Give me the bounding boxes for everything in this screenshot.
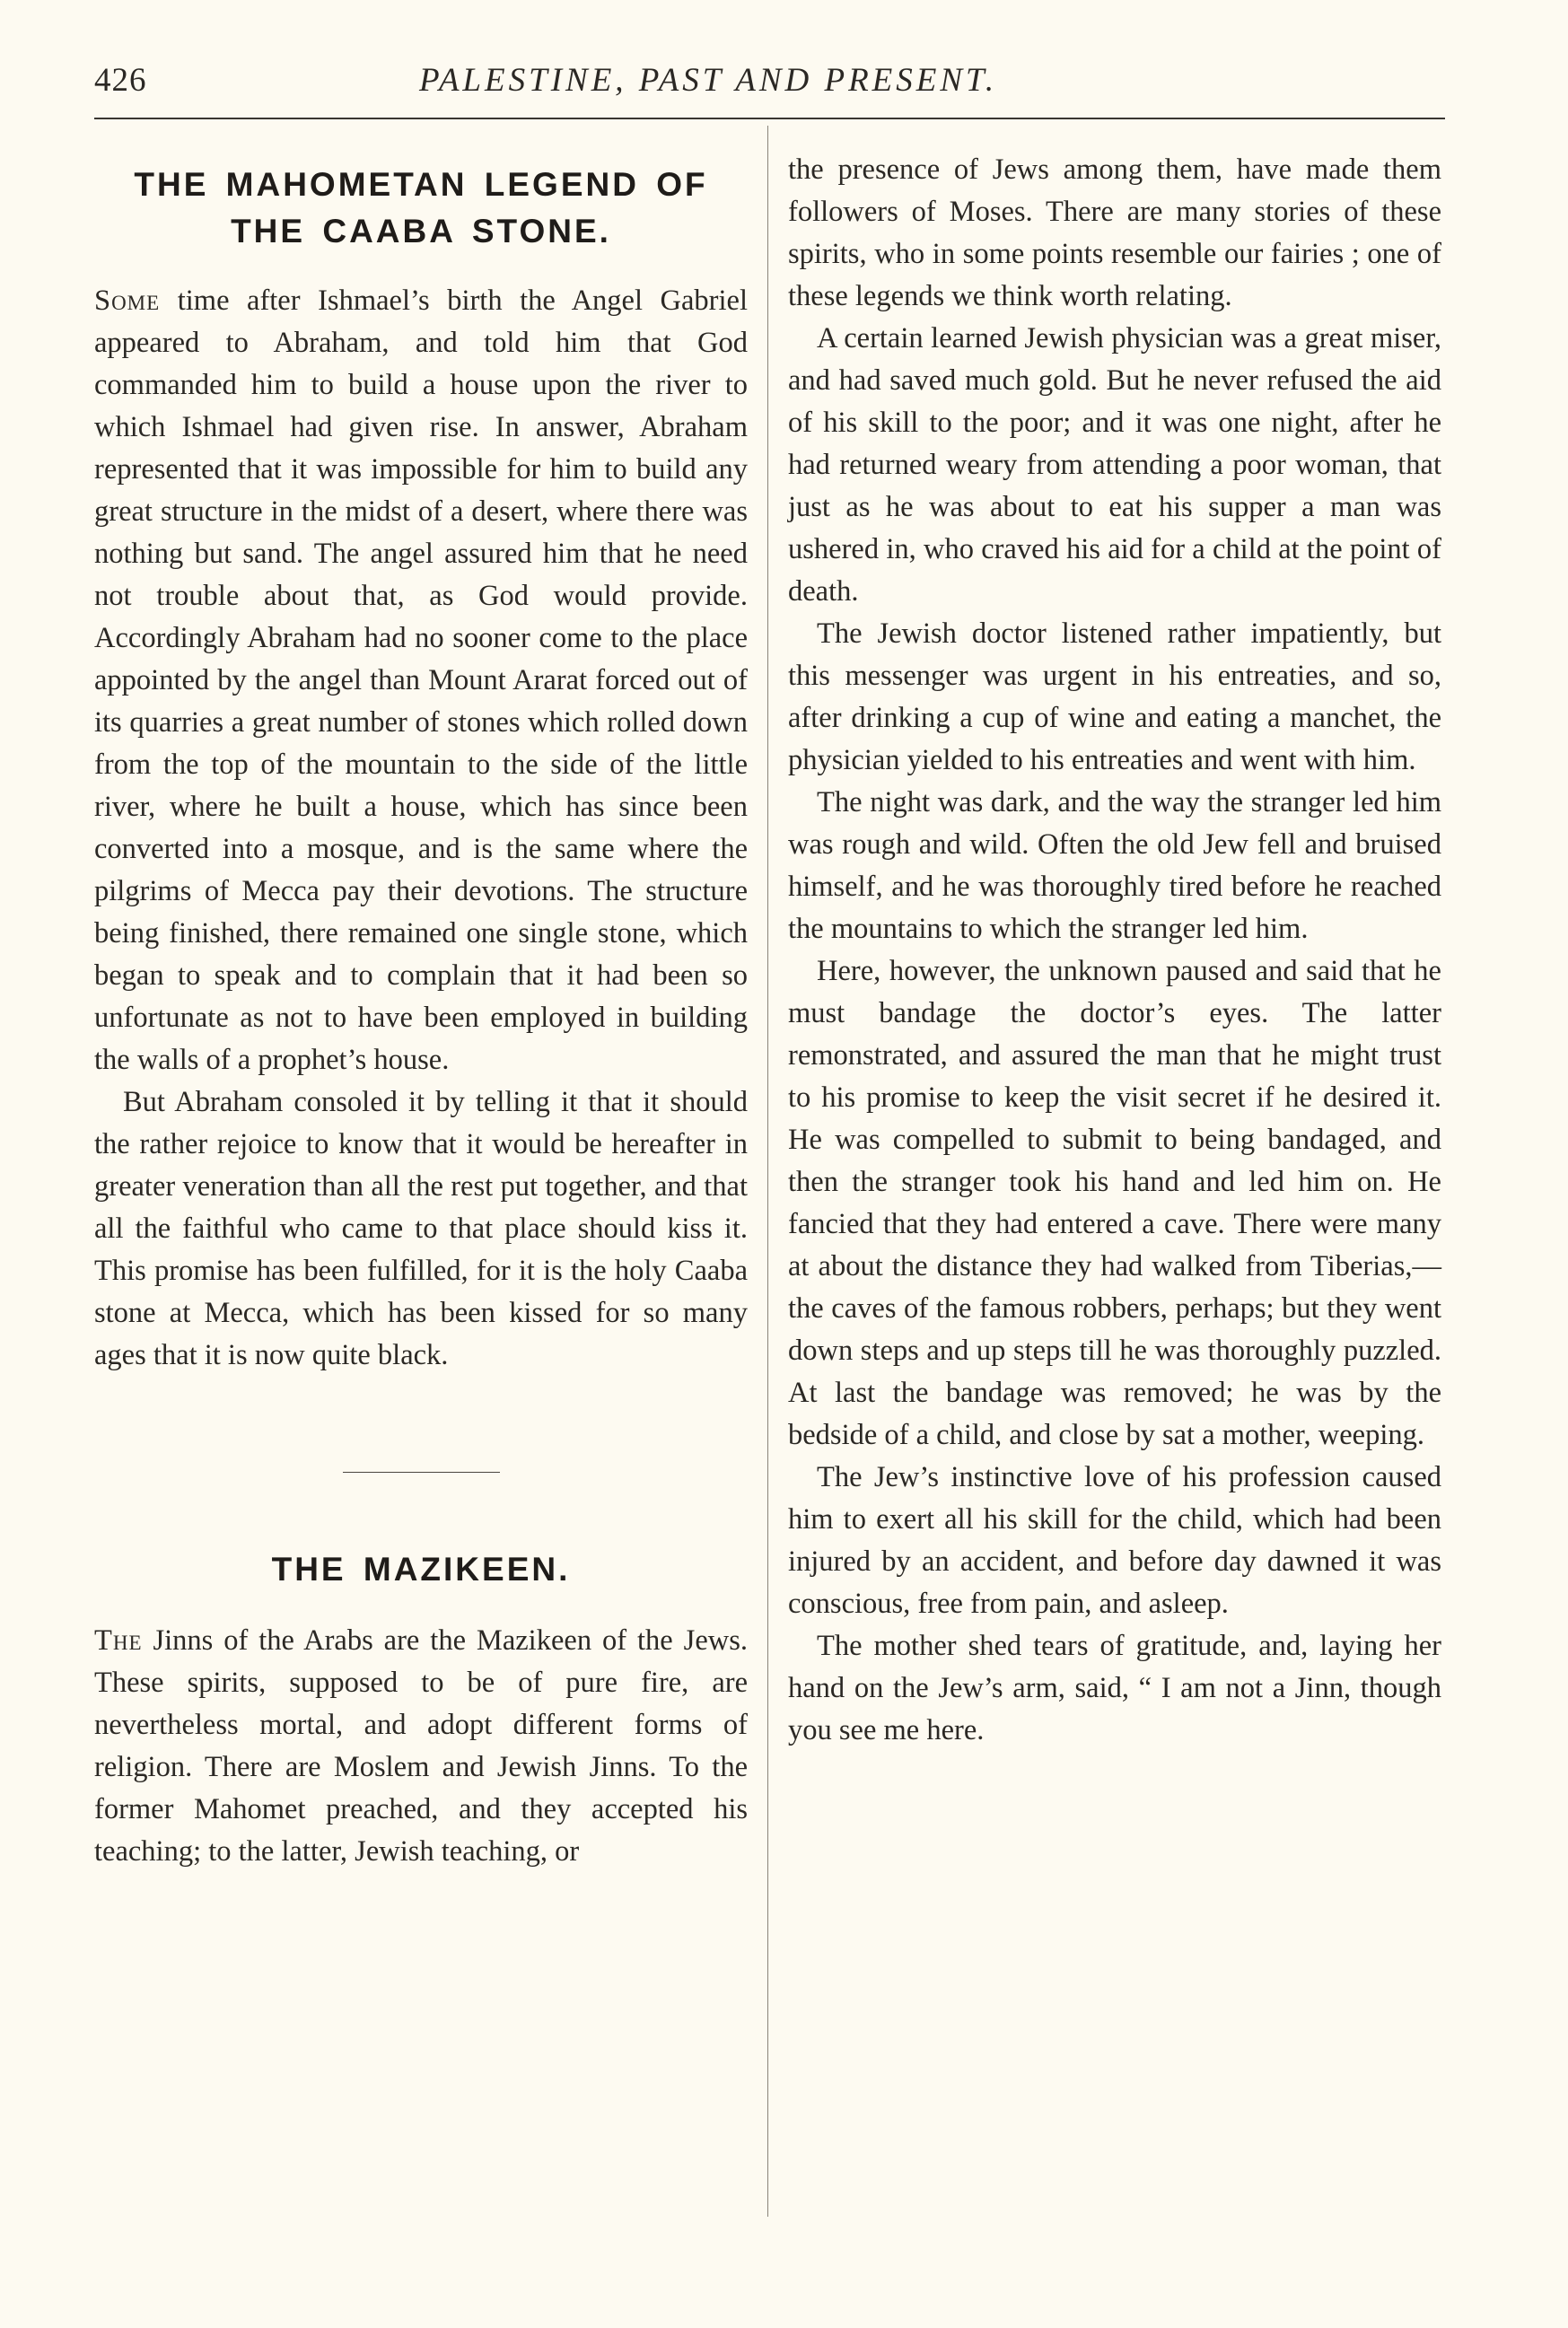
paragraph <box>94 1620 748 1873</box>
left-column <box>94 145 748 1873</box>
paragraph: The Jewish doctor listened rather impatiently, but this messenger was urgent in his entreaties, and so, after drinking a cup of wine and eating a manchet, the physician yielded to his entreaties and went with him. <box>788 617 1441 776</box>
paragraph-text: time after Ishmael’s birth the Angel Gabriel appeared to Abraham, and told him that God commanded him to build a house upon the river to which Ishmael had given rise. In answer, Abraham represented that it was impossible for him to build any great structure in the midst of a desert, where there was nothing but sand. The angel assured him that he need not trouble about that, as God would provide. Accordingly Abraham had no sooner come to the place appointed by the angel than Mount Ararat forced out of its quarries a great number of stones which rolled down from the top of the mountain to the side of the little river, where he built a house, which has since been converted into a mosque, and is the same where the pilgrims of Mecca pay their devotions. The structure being finished, there remained one single stone, which began to speak and to complain that it had been so unfortunate as not to have been employed in building the walls of a prophet’s house. <box>94 284 748 1076</box>
column-divider <box>767 126 768 2217</box>
paragraph <box>94 280 748 1081</box>
paragraph: A certain learned Jewish physician was a great miser, and had saved much gold. But he never refused the aid of his skill to the poor; and it was one night, after he had returned weary from attending a poor woman, that just as he was about to eat his supper a man was ushered in, who craved his aid for a child at the point of death. <box>788 322 1441 608</box>
article-title-caaba-stone: THE MAHOMETAN LEGEND OF THE CAABA STONE. <box>134 166 708 249</box>
right-column <box>788 149 1441 1752</box>
lead-word: The <box>94 1624 143 1657</box>
header-rule <box>94 118 1445 119</box>
paragraph: The Jew’s instinctive love of his profession caused him to exert all his skill for the child, which had been injured by an accident, and before day dawned it was conscious, free from pain, and asleep. <box>788 1461 1441 1620</box>
section-divider <box>343 1472 500 1473</box>
lead-word: Some <box>94 284 161 317</box>
page-number: 426 <box>94 62 147 99</box>
paragraph: The night was dark, and the way the stranger led him was rough and wild. Often the old Jew fell and bruised himself, and he was thoroughly tired before he reached the mountains to which the stranger led him. <box>788 786 1441 945</box>
paragraph: the presence of Jews among them, have made them followers of Moses. There are many stories of these spirits, who in some points resemble our fairies ; one of these legends we think worth relating. <box>788 153 1441 312</box>
paragraph: The mother shed tears of gratitude, and, laying her hand on the Jew’s arm, said, “ I am not a Jinn, though you see me here. <box>788 1630 1441 1746</box>
running-title: PALESTINE, PAST AND PRESENT. <box>419 62 998 99</box>
article-title-mazikeen: THE MAZIKEEN. <box>271 1551 571 1588</box>
paragraph-text: Jinns of the Arabs are the Mazikeen of the Jews. These spirits, supposed to be of pure fire, are nevertheless mortal, and adopt different forms of religion. There are Moslem and Jewish Jinns. To the former Mahomet preached, and they accepted his teaching; to the latter, Jewish teaching, or <box>94 1624 748 1868</box>
paragraph: But Abraham consoled it by telling it that it should the rather rejoice to know that it would be hereafter in greater veneration than all the rest put together, and that all the faithful who came to that place should kiss it. This promise has been fulfilled, for it is the holy Caaba stone at Mecca, which has been kissed for so many ages that it is now quite black. <box>94 1086 748 1371</box>
paragraph: Here, however, the unknown paused and said that he must bandage the doctor’s eyes. The latter remonstrated, and assured the man that he might trust to his promise to keep the visit secret if he desired it. He was compelled to submit to being bandaged, and then the stranger took his hand and led him on. He fancied that they had entered a cave. There were many at about the distance they had walked from Tiberias,—the caves of the famous robbers, perhaps; but they went down steps and up steps till he was thoroughly puzzled. At last the bandage was removed; he was by the bedside of a child, and close by sat a mother, weeping. <box>788 955 1441 1451</box>
page-header <box>94 61 1450 115</box>
